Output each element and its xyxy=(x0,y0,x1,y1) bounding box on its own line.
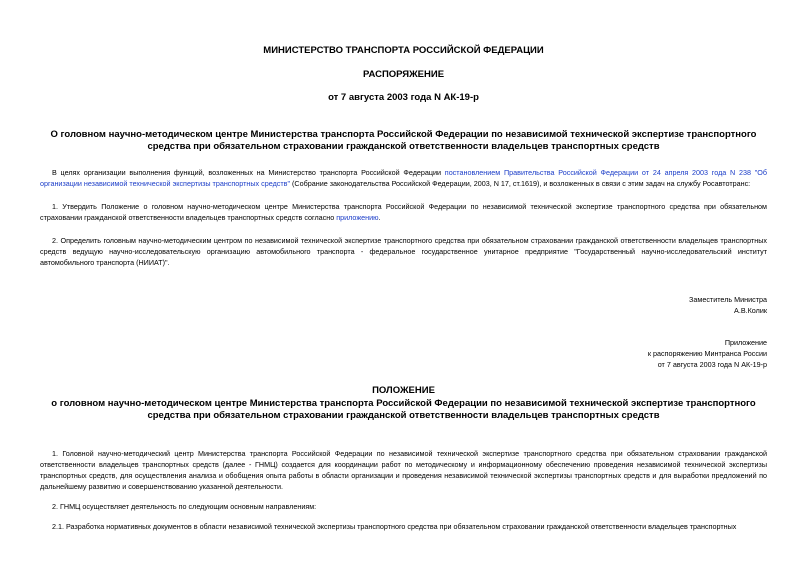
regulation-p3: 2.1. Разработка нормативных документов в области независимой технической экспертизы транспортного средства при обязательном страховании гражданской ответственности владельцев транспортных xyxy=(52,522,737,531)
signature-block xyxy=(689,294,767,316)
regulation-p1: 1. Головной научно-методический центр Министерства транспорта Российской Федерации по независимой технической экспертизе транспортного средства при обязательном страховании гражданской ответственности владельцев транспортных средств (далее - ГНМЦ) создается для координации работ по методическому и информационному обеспечению проведения независимой технической экспертизы транспортных средств, для осуществления анализа и обобщения опыта работы в области организации и проведения независимой технической экспертизы транспортных средств и для выработки предложений по дальнейшему развитию и совершенствованию указанной деятельности. xyxy=(40,449,767,491)
item-1-text: 1. Утвердить Положение о головном научно-методическом центре Министерства транспорта Российской Федерации по независимой технической экспертизе транспортного средства при обязательном страховании гражданской ответственности владельцев транспортных средств согласно xyxy=(40,202,767,222)
appendix-block xyxy=(648,337,767,370)
appendix-to: к распоряжению Минтранса России xyxy=(647,349,767,358)
intro-text-after: (Собрание законодательства Российской Федерации, 2003, N 17, ст.1619), и возложенных в связи с этим задач на службу Росавтотранс: xyxy=(290,179,751,188)
appendix-date: от 7 августа 2003 года N АК-19-р xyxy=(657,360,767,369)
regulation-p2: 2. ГНМЦ осуществляет деятельность по следующим основным направлениям: xyxy=(52,502,317,511)
doc-type-heading: РАСПОРЯЖЕНИЕ xyxy=(362,69,445,80)
item-1-paragraph xyxy=(40,201,767,223)
item-1-end: . xyxy=(378,213,381,222)
intro-paragraph xyxy=(40,167,767,189)
signature-position: Заместитель Министра xyxy=(689,295,767,304)
government-decree-link[interactable]: постановлением Правительства Российской Федерации от 24 апреля 2003 года N 238 "Об организации независимой технической экспертизы транспортных средств" xyxy=(40,168,768,188)
regulation-title: ПОЛОЖЕНИЕ xyxy=(372,385,435,396)
regulation-subject: о головном научно-методическом центре Министерства транспорта Российской Федерации по независимой технической экспертизе транспортного средства при обязательном страховании гражданской ответственности владельцев транспортных средств xyxy=(51,398,756,421)
item-2-paragraph: 2. Определить головным научно-методическим центром по независимой технической экспертизе транспортного средства при обязательном страховании гражданской ответственности владельцев транспортных средств ведущую научно-исследовательскую организацию автомобильного транспорта - федеральное государственное унитарное предприятие "Государственный научно-исследовательский институт автомобильного транспорта (НИИАТ)". xyxy=(40,236,767,267)
intro-text-before: В целях организации выполнения функций, возложенных на Министерство транспорта Российской Федерации xyxy=(52,168,445,177)
doc-date-number: от 7 августа 2003 года N АК-19-р xyxy=(328,92,479,103)
signature-name: А.В.Колик xyxy=(734,306,767,315)
appendix-link[interactable]: приложению xyxy=(336,213,379,222)
ministry-heading: МИНИСТЕРСТВО ТРАНСПОРТА РОССИЙСКОЙ ФЕДЕРАЦИИ xyxy=(263,45,544,56)
appendix-label: Приложение xyxy=(724,338,767,347)
doc-subject: О головном научно-методическом центре Министерства транспорта Российской Федерации по независимой технической экспертизе транспортного средства при обязательном страховании гражданской ответственности владельцев транспортных средств xyxy=(50,129,757,152)
